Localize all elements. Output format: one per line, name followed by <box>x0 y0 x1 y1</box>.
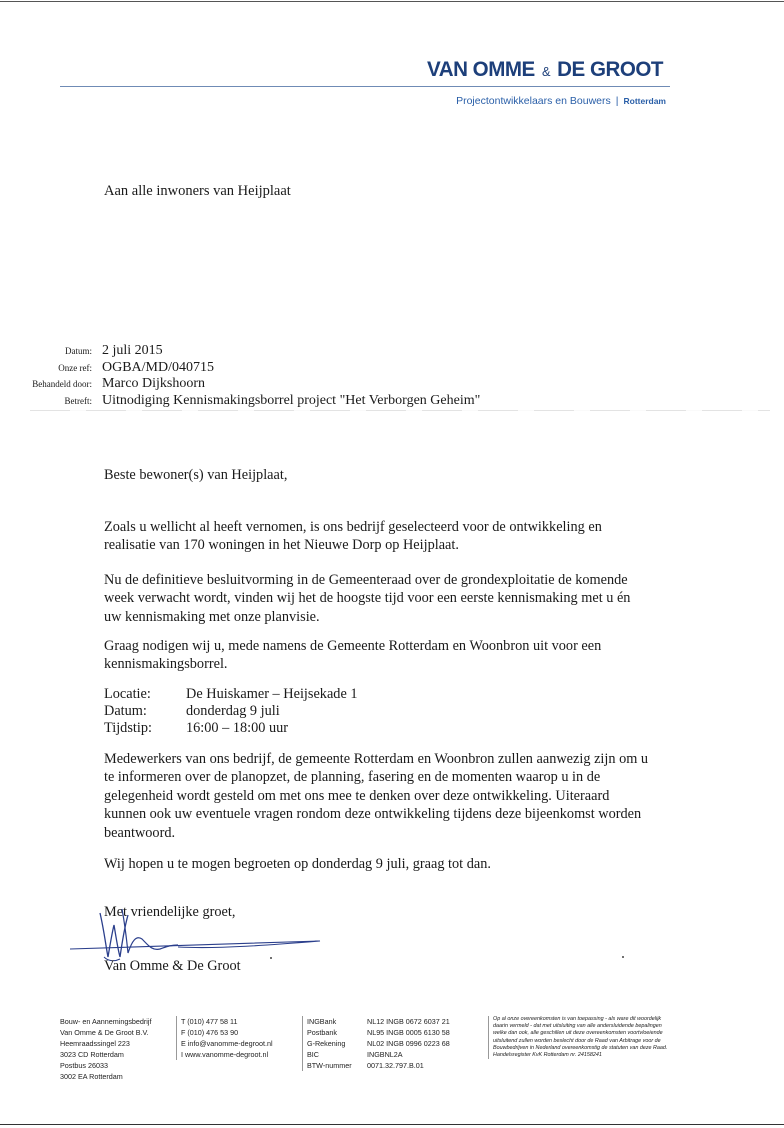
meta-row-subject <box>0 393 784 410</box>
footer-line: Bouw- en Aannemingsbedrijf <box>60 1017 152 1026</box>
meta-value: Marco Dijkshoorn <box>102 376 206 391</box>
bank-value: NL12 INGB 0672 6037 21 <box>367 1017 450 1026</box>
company-logo <box>425 58 663 82</box>
letterhead-rule <box>60 86 670 87</box>
footer-email: E info@vanomme-degroot.nl <box>181 1039 273 1048</box>
bank-label: Postbank <box>307 1028 337 1037</box>
closing: Met vriendelijke groet, <box>104 904 236 920</box>
event-label: Tijdstip: <box>104 720 152 736</box>
footer-bank-row <box>307 1027 450 1038</box>
footer-phone: T (010) 477 58 11 <box>181 1017 238 1026</box>
footer-address <box>60 1016 152 1082</box>
logo-part2: DE GROOT <box>557 58 663 81</box>
meta-value: 2 juli 2015 <box>102 343 163 358</box>
bank-label: BIC <box>307 1050 319 1059</box>
event-value: De Huiskamer – Heijsekade 1 <box>186 686 358 702</box>
footer-website: I www.vanomme-degroot.nl <box>181 1050 269 1059</box>
bottom-scan-edge <box>0 1124 784 1125</box>
salutation: Beste bewoner(s) van Heijplaat, <box>104 467 288 483</box>
footer-bank-row <box>307 1038 450 1049</box>
bank-label: BTW-nummer <box>307 1061 352 1070</box>
event-value: 16:00 – 18:00 uur <box>186 720 289 736</box>
footer-line: 3002 EA Rotterdam <box>60 1072 123 1081</box>
footer-line: Heemraadssingel 223 <box>60 1039 130 1048</box>
footer-bank <box>302 1016 450 1071</box>
logo-part1: VAN OMME <box>426 58 535 81</box>
event-details <box>104 686 358 737</box>
top-scan-edge <box>0 1 784 2</box>
event-row-date <box>104 703 358 720</box>
addressee: Aan alle inwoners van Heijplaat <box>104 183 291 199</box>
meta-label: Behandeld door: <box>32 379 92 389</box>
company-tagline <box>400 95 666 107</box>
event-value: donderdag 9 juli <box>186 703 280 719</box>
tagline-main: Projectontwikkelaars en Bouwers <box>456 95 611 107</box>
meta-row-handled-by <box>0 376 784 393</box>
event-label: Locatie: <box>104 686 151 702</box>
tagline-city: Rotterdam <box>623 96 666 106</box>
paragraph-2: Nu de definitieve besluitvorming in de Gemeenteraad over de grondexploitatie de komende week verwacht wordt, vinden wij het de hoogste tijd voor een eerste kennismaking met u én uw kennismaking met onze planvisie. <box>104 572 631 625</box>
footer-line: Postbus 26033 <box>60 1061 108 1070</box>
tagline-separator: | <box>615 95 619 107</box>
meta-row-date <box>0 343 784 360</box>
footer-line: 3023 CD Rotterdam <box>60 1050 124 1059</box>
scan-speck <box>622 956 624 958</box>
bank-value: NL95 INGB 0005 6130 58 <box>367 1028 450 1037</box>
paragraph-3: Graag nodigen wij u, mede namens de Gemeente Rotterdam en Woonbron uit voor een kennismakingsborrel. <box>104 638 602 673</box>
meta-label: Betreft: <box>64 395 92 406</box>
paragraph-5: Wij hopen u te mogen begroeten op donderdag 9 juli, graag tot dan. <box>104 856 491 872</box>
footer-bank-row <box>307 1016 450 1027</box>
footer-line: Van Omme & De Groot B.V. <box>60 1028 149 1037</box>
footer-terms: Op al onze overeenkomsten is van toepassing - als ware dit woordelijk daarin vermeld - dat met uitsluiting van alle andersluidende bepalingen welke dan ook, alle geschillen uit deze overeenkomsten voortvloeiende uitsluitend zullen worden beslecht door de Raad van Arbitrage voor de Bouwbedrijven in Nederland overeenkomstig de statuten van deze Raad. Handelsregister KvK Rotterdam nr. 24158241 <box>488 1016 669 1059</box>
letter-meta <box>0 343 784 409</box>
bank-label: INGBank <box>307 1017 337 1026</box>
event-label: Datum: <box>104 703 147 719</box>
paragraph-1: Zoals u wellicht al heeft vernomen, is ons bedrijf geselecteerd voor de ontwikkeling en realisatie van 170 woningen in het Nieuwe Dorp op Heijplaat. <box>104 519 602 554</box>
paragraph-4: Medewerkers van ons bedrijf, de gemeente Rotterdam en Woonbron zullen aanwezig zijn om u te informeren over de planopzet, de planning, fasering en de momenten waarop u in de gelegenheid wordt gesteld om met ons mee te denken over deze ontwikkeling. Uiteraard kunnen ook uw eventuele vragen rondom deze ontwikkeling tijdens deze bijeenkomst worden beantwoord. <box>104 751 649 841</box>
footer-fax: F (010) 476 53 90 <box>181 1028 239 1037</box>
bank-value: NL02 INGB 0996 0223 68 <box>367 1039 450 1048</box>
scan-speck <box>270 957 272 959</box>
bank-value: INGBNL2A <box>367 1050 403 1059</box>
meta-value: Uitnodiging Kennismakingsborrel project "Het Verborgen Geheim" <box>102 392 481 408</box>
meta-label: Onze ref: <box>58 362 92 373</box>
bank-label: G-Rekening <box>307 1039 346 1048</box>
meta-value: OGBA/MD/040715 <box>102 359 215 375</box>
signatory: Van Omme & De Groot <box>104 958 241 974</box>
footer-bank-row <box>307 1049 450 1060</box>
meta-divider <box>30 410 770 411</box>
meta-label: Datum: <box>65 346 92 356</box>
logo-amp: & <box>541 64 550 79</box>
event-row-time <box>104 720 358 737</box>
event-row-location <box>104 686 358 703</box>
bank-value: 0071.32.797.B.01 <box>367 1061 424 1070</box>
handwritten-signature <box>70 895 330 965</box>
footer-bank-row <box>307 1060 450 1071</box>
meta-row-ref <box>0 360 784 377</box>
footer-contact <box>176 1016 273 1060</box>
